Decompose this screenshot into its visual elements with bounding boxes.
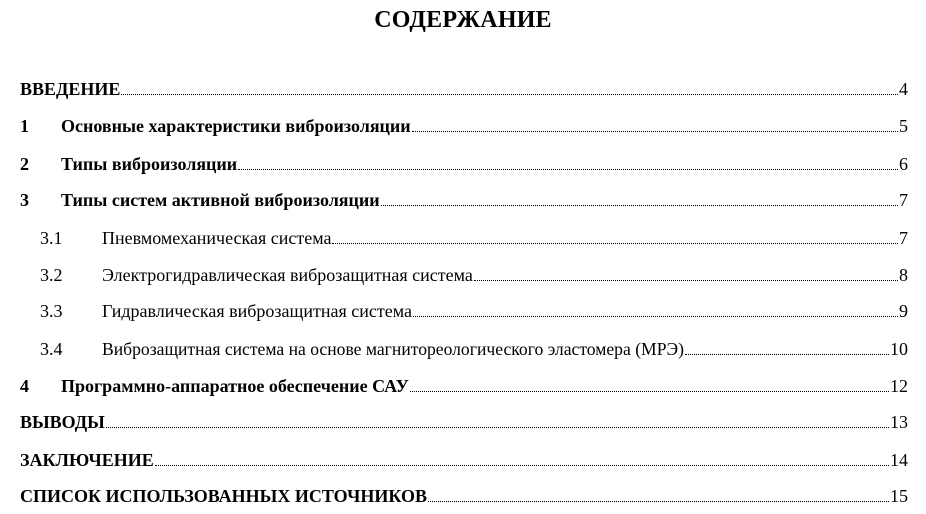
toc-entry-number: 3.3 — [40, 301, 63, 321]
toc-entry-label: ЗАКЛЮЧЕНИЕ — [20, 450, 154, 470]
toc-entry-page: 14 — [890, 450, 908, 470]
toc-entry-references[interactable] — [20, 484, 908, 508]
toc-entry-label: Типы систем активной виброизоляции — [61, 190, 380, 210]
dot-leader — [428, 500, 889, 502]
toc-entry-label: СПИСОК ИСПОЛЬЗОВАННЫХ ИСТОЧНИКОВ — [20, 486, 427, 506]
toc-entry-page: 7 — [899, 228, 908, 248]
toc-entry-page: 12 — [890, 376, 908, 396]
toc-entry-conclusion[interactable] — [20, 448, 908, 472]
toc-entry-label: ВВЕДЕНИЕ — [20, 79, 121, 99]
dot-leader — [413, 315, 898, 317]
toc-entry-number: 3 — [20, 190, 29, 210]
toc-entry-page: 7 — [899, 190, 908, 210]
toc-entry-page: 9 — [899, 301, 908, 321]
toc-entry-label: Гидравлическая виброзащитная система — [102, 301, 412, 321]
toc-entry-number: 3.2 — [40, 265, 63, 285]
dot-leader — [106, 426, 889, 428]
dot-leader — [685, 353, 889, 355]
toc-entry-number: 3.4 — [40, 339, 63, 359]
dot-leader — [381, 204, 898, 206]
toc-entry-section-4[interactable] — [20, 374, 908, 398]
toc-entry-section-3-4[interactable] — [40, 337, 908, 361]
toc-entry-number: 1 — [20, 116, 29, 136]
toc-entry-number: 4 — [20, 376, 29, 396]
toc-entry-page: 13 — [890, 412, 908, 432]
dot-leader — [155, 464, 889, 466]
dot-leader — [474, 279, 898, 281]
toc-entry-page: 8 — [899, 265, 908, 285]
dot-leader — [238, 168, 898, 170]
toc-entry-section-3-3[interactable] — [40, 299, 908, 323]
toc-entry-label: Виброзащитная система на основе магнитореологического эластомера (МРЭ) — [102, 339, 684, 359]
toc-entry-page: 4 — [899, 79, 908, 99]
toc-entry-number: 3.1 — [40, 228, 63, 248]
toc-entry-section-3-1[interactable] — [40, 226, 908, 250]
toc-entry-page: 15 — [890, 486, 908, 506]
dot-leader — [412, 130, 898, 132]
toc-entry-page: 6 — [899, 154, 908, 174]
toc-entry-page: 5 — [899, 116, 908, 136]
toc-entry-section-3[interactable] — [20, 188, 908, 212]
toc-entry-section-1[interactable] — [20, 114, 908, 138]
toc-entry-section-3-2[interactable] — [40, 263, 908, 287]
dot-leader — [121, 93, 898, 95]
page-title: СОДЕРЖАНИЕ — [374, 7, 552, 33]
toc-entry-label: Типы виброизоляции — [61, 154, 238, 174]
toc-entry-label: Пневмомеханическая система — [102, 228, 332, 248]
toc-entry-section-2[interactable] — [20, 152, 908, 176]
toc-entry-page: 10 — [890, 339, 908, 359]
toc-entry-label: ВЫВОДЫ — [20, 412, 105, 432]
toc-entry-label: Программно-аппаратное обеспечение САУ — [61, 376, 409, 396]
toc-entry-conclusions[interactable] — [20, 410, 908, 434]
toc-entry-number: 2 — [20, 154, 29, 174]
toc-entry-introduction[interactable] — [20, 77, 908, 101]
dot-leader — [332, 242, 898, 244]
toc-entry-label: Электрогидравлическая виброзащитная система — [102, 265, 473, 285]
toc-entry-label: Основные характеристики виброизоляции — [61, 116, 411, 136]
dot-leader — [410, 390, 889, 392]
